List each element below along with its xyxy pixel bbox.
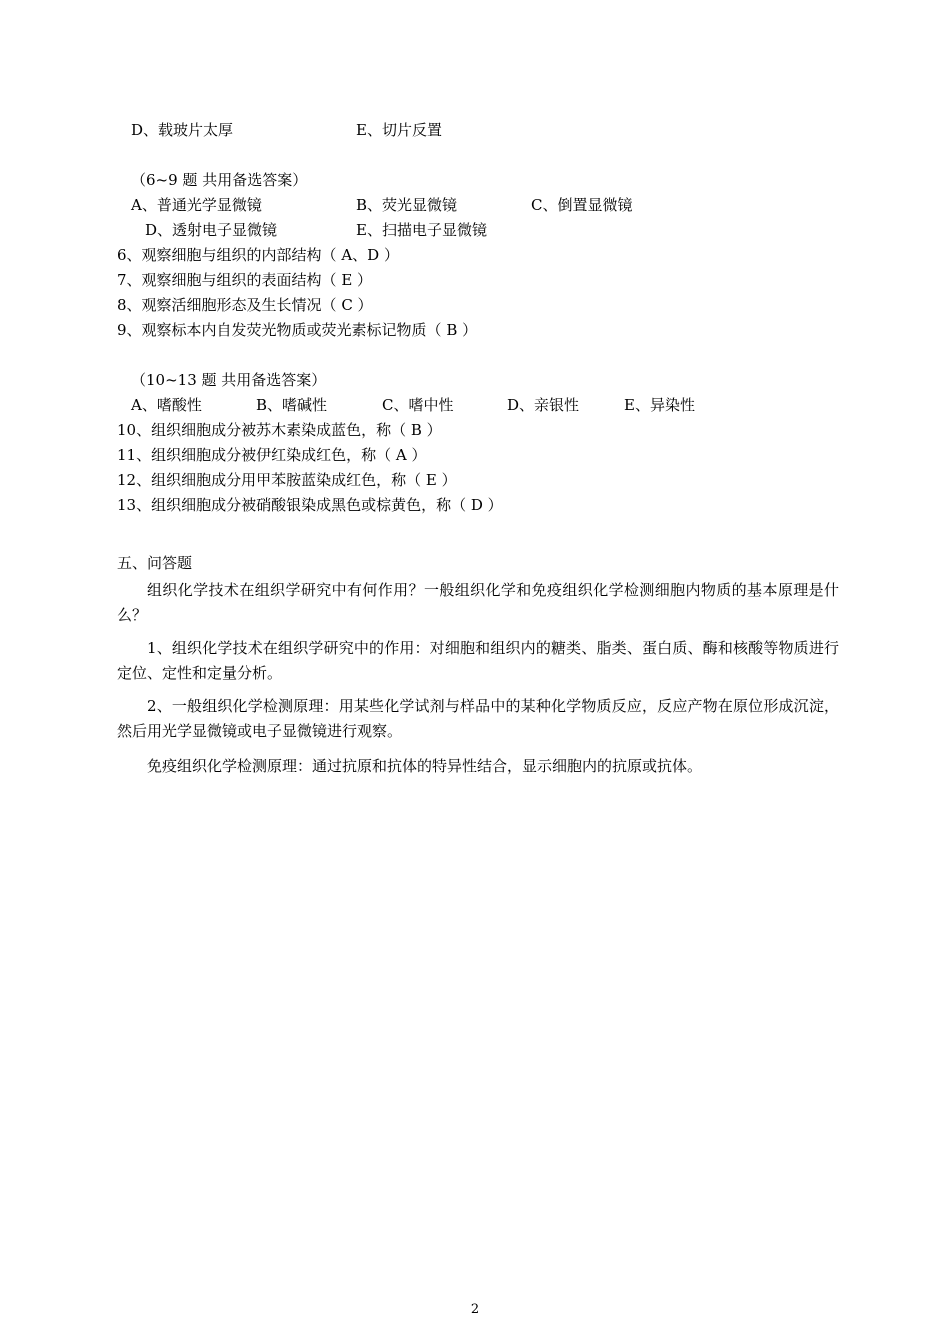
- group-10-13-option-c: C、嗜中性: [382, 396, 454, 414]
- section-5-title: 五、问答题: [117, 554, 193, 572]
- group-10-13-header: （10~13 题 共用备选答案）: [131, 371, 327, 389]
- answer-2: 2、一般组织化学检测原理：用某些化学试剂与样品中的某种化学物质反应，反应产物在原位形成沉淀，然后用光学显微镜或电子显微镜进行观察。: [117, 697, 839, 740]
- question-7: 7、观察细胞与组织的表面结构（ E ）: [117, 271, 373, 289]
- group-6-9-header: （6~9 题 共用备选答案）: [131, 171, 308, 189]
- essay-question: 组织化学技术在组织学研究中有何作用？一般组织化学和免疫组织化学检测细胞内物质的基本原理是什么？: [117, 581, 839, 624]
- page-number: 2: [470, 1302, 480, 1317]
- group-6-9-option-b: B、荧光显微镜: [356, 196, 458, 214]
- answer-1: 1、组织化学技术在组织学研究中的作用：对细胞和组织内的糖类、脂类、蛋白质、酶和核酸等物质进行定位、定性和定量分析。: [117, 639, 839, 682]
- question-11: 11、组织细胞成分被伊红染成红色，称（ A ）: [117, 446, 427, 464]
- group-6-9-option-c: C、倒置显微镜: [531, 196, 633, 214]
- group-6-9-option-a: A、普通光学显微镜: [131, 196, 262, 214]
- option-e-section-reversed: E、切片反置: [356, 121, 442, 139]
- question-6: 6、观察细胞与组织的内部结构（ A、D ）: [117, 246, 399, 264]
- question-12: 12、组织细胞成分用甲苯胺蓝染成红色，称（ E ）: [117, 471, 457, 489]
- group-6-9-option-e: E、扫描电子显微镜: [356, 221, 487, 239]
- group-6-9-option-d: D、透射电子显微镜: [145, 221, 278, 239]
- group-10-13-option-e: E、异染性: [624, 396, 695, 414]
- group-10-13-option-a: A、嗜酸性: [131, 396, 202, 414]
- group-10-13-option-d: D、亲银性: [507, 396, 580, 414]
- question-8: 8、观察活细胞形态及生长情况（ C ）: [117, 296, 373, 314]
- question-13: 13、组织细胞成分被硝酸银染成黑色或棕黄色，称（ D ）: [117, 496, 503, 514]
- answer-immunohistochemistry: 免疫组织化学检测原理：通过抗原和抗体的特异性结合，显示细胞内的抗原或抗体。: [147, 757, 703, 775]
- option-d-thick-slide: D、载玻片太厚: [131, 121, 234, 139]
- group-10-13-option-b: B、嗜碱性: [256, 396, 328, 414]
- question-9: 9、观察标本内自发荧光物质或荧光素标记物质（ B ）: [117, 321, 478, 339]
- question-10: 10、组织细胞成分被苏木素染成蓝色，称（ B ）: [117, 421, 442, 439]
